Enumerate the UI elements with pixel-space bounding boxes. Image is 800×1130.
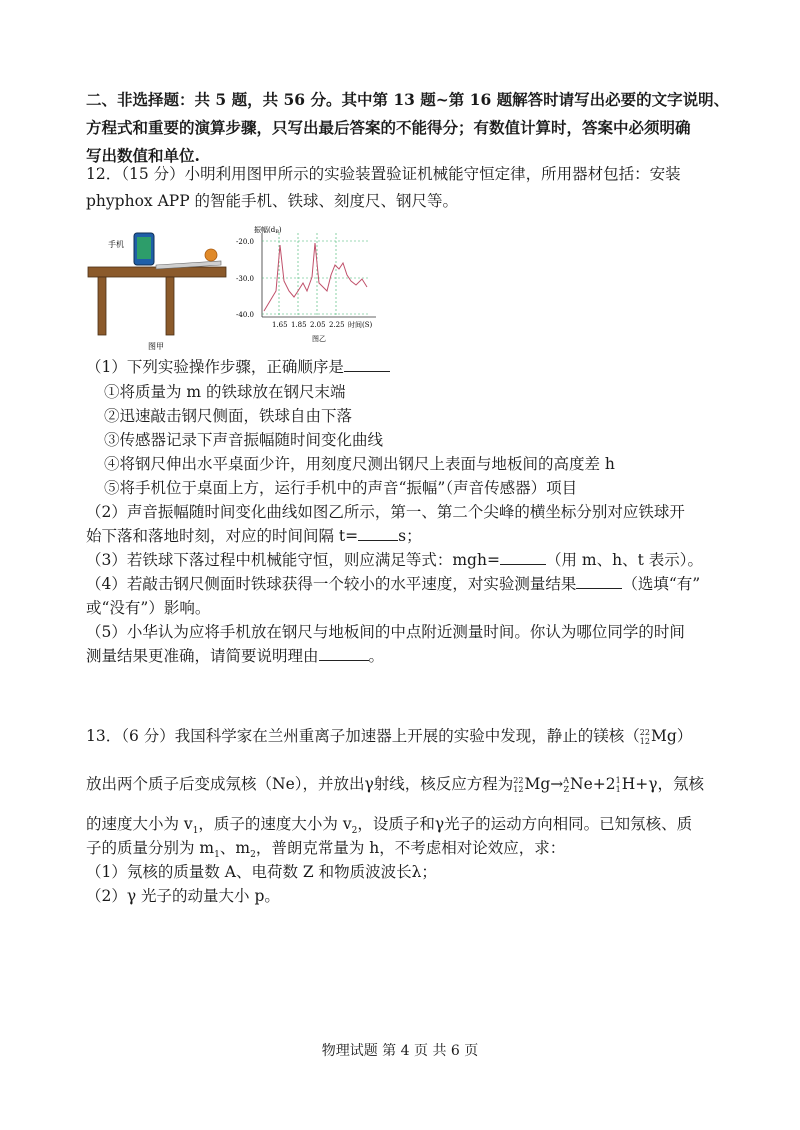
phone-label: 手机 <box>108 240 124 249</box>
x-tick-1: 1.65 <box>272 321 288 329</box>
q12-step-5: ⑤将手机位于桌面上方，运行手机中的声音“振幅”（声音传感器）项目 <box>104 479 578 497</box>
x-tick-3: 2.05 <box>310 321 326 329</box>
q12-part1 <box>86 357 390 377</box>
q12-part4-line2: 或“没有”）影响。 <box>86 599 211 617</box>
v1-subscript: 1 <box>192 826 199 837</box>
eq-ne-bottom: Z <box>563 785 570 794</box>
eq-h-numbers <box>616 776 621 794</box>
q12-part2-text-a: 始下落和落地时刻，对应的时间间隔 t= <box>86 527 359 545</box>
q13-sub2: （2）γ 光子的动量大小 p。 <box>86 887 280 905</box>
q13-line3-text-b: ，质子的速度大小为 v <box>198 815 352 833</box>
q12-part2-text-b: s； <box>398 527 422 545</box>
q12-part5-line2: 测量结果更准确，请简要说明理由 。 <box>86 647 385 665</box>
eq-mg-top: 22 <box>513 776 524 785</box>
q12-figures <box>86 225 406 355</box>
q12-part2-line1: （2）声音振幅随时间变化曲线如图乙所示，第一、第二个尖峰的横坐标分别对应铁球开 <box>86 503 685 521</box>
eq-ne-numbers <box>563 776 569 794</box>
figure-a-caption: 图甲 <box>148 342 164 351</box>
mg-nuclide-numbers <box>640 728 650 746</box>
eq-mg: Mg <box>524 775 551 793</box>
q13-line2 <box>86 774 704 794</box>
q12-part4-text-b: （选填“有” <box>622 575 701 593</box>
table-leg-right <box>166 277 174 335</box>
q12-step-4: ④将钢尺伸出水平桌面少许，用刻度尺测出钢尺上表面与地板间的高度差 h <box>104 455 615 473</box>
q12-part2-line2 <box>86 526 422 546</box>
q13-line3-text-a: 的速度大小为 v <box>86 815 193 833</box>
y-tick-2: -30.0 <box>236 275 254 283</box>
v2-subscript: 2 <box>351 826 358 837</box>
q13-line2-text-b: ，氖核 <box>657 775 705 793</box>
q12-step-1: ①将质量为 m 的铁球放在钢尺末端 <box>104 383 346 401</box>
answer-blank-1 <box>344 357 390 372</box>
q12-figure-svg <box>86 225 406 355</box>
q13-sub1: （1）氖核的质量数 A、电荷数 Z 和物质波波长λ； <box>86 863 437 881</box>
section-heading-line-2: 方程式和重要的演算步骤，只写出最后答案的不能得分；有数值计算时，答案中必须明确 <box>86 118 691 137</box>
section-heading-line-1: 二、非选择题：共 5 题，共 56 分。其中第 13 题~第 16 题解答时请写出必要的文字说明、 <box>86 90 730 109</box>
table-leg-left <box>98 277 106 335</box>
eq-h-bottom: 1 <box>615 785 621 794</box>
answer-blank-3 <box>500 550 546 565</box>
q12-part5-text: 测量结果更准确，请简要说明理由 <box>86 647 319 665</box>
q13-line4-text-c: ，普朗克常量为 h，不考虑相对论效应，求： <box>255 839 566 857</box>
q13-line2-text-a: 放出两个质子后变成氖核（Ne），并放出γ射线，核反应方程为 <box>86 775 514 793</box>
eq-h: H+γ <box>621 775 658 793</box>
q12-step-3: ③传感器记录下声音振幅随时间变化曲线 <box>104 431 384 449</box>
mg-charge-number: 12 <box>639 737 650 746</box>
q12-intro-line-2: phyphox APP 的智能手机、铁球、刻度尺、钢尺等。 <box>86 192 459 210</box>
x-axis-label: 时间(S) <box>348 321 373 329</box>
q13-line3-text-c: ，设质子和γ光子的运动方向相同。已知氖核、质 <box>357 815 693 833</box>
q13-line4-text-a: 子的质量分别为 m <box>86 839 215 857</box>
x-tick-4: 2.25 <box>329 321 345 329</box>
y-axis-label: 振幅(dB) <box>254 226 282 235</box>
q12-part4-line1 <box>86 574 700 594</box>
eq-mg-bottom: 12 <box>513 785 524 794</box>
q12-step-2: ②迅速敲击钢尺侧面，铁球自由下落 <box>104 407 353 425</box>
q13-line4-text-b: 、m <box>219 839 251 857</box>
q12-part4-text-a: （4）若敲击钢尺侧面时铁球获得一个较小的水平速度，对实验测量结果 <box>86 575 577 593</box>
eq-ne-top: A <box>563 776 570 785</box>
mg-symbol: Mg <box>650 727 677 745</box>
figure-b <box>236 225 376 343</box>
m2-subscript: 2 <box>250 850 256 861</box>
x-tick-2: 1.85 <box>291 321 307 329</box>
q12-part3-text-b: （用 m、h、t 表示）。 <box>545 551 703 569</box>
m1-subscript: 1 <box>214 850 220 861</box>
iron-ball <box>205 249 217 261</box>
q12-part5-line1: （5）小华认为应将手机放在钢尺与地板间的中点附近测量时间。你认为哪位同学的时间 <box>86 623 685 641</box>
q12-part3-text-a: （3）若铁球下落过程中机械能守恒，则应满足等式：mgh= <box>86 551 500 569</box>
eq-h-top: 1 <box>615 776 621 785</box>
figure-b-caption: 图乙 <box>312 335 326 343</box>
q12-part1-text: （1）下列实验操作步骤，正确顺序是 <box>86 358 344 376</box>
answer-blank-5 <box>319 646 369 661</box>
q12-intro-line-1: 12．（15 分）小明利用图甲所示的实验装置验证机械能守恒定律，所用器材包括：安装 <box>86 165 681 183</box>
q13-line1-text-b: ） <box>676 727 693 745</box>
amplitude-curve <box>264 243 367 311</box>
phone-screen <box>137 237 151 259</box>
q12-part3 <box>86 550 703 570</box>
q13-line1-text-a: 13．（6 分）我国科学家在兰州重离子加速器上开展的实验中发现，静止的镁核（ <box>86 727 640 745</box>
section-heading-line-3: 写出数值和单位. <box>86 146 200 165</box>
page-footer: 物理试题 第 4 页 共 6 页 <box>321 1043 479 1059</box>
eq-ne: Ne+2 <box>570 775 616 793</box>
answer-blank-2 <box>358 526 398 541</box>
eq-mg-numbers <box>513 776 523 794</box>
figure-a <box>88 233 226 351</box>
eq-arrow: → <box>550 775 564 793</box>
q13-line1 <box>86 726 692 746</box>
y-tick-3: -40.0 <box>236 311 254 319</box>
answer-blank-4 <box>576 574 622 589</box>
mg-mass-number: 22 <box>639 728 650 737</box>
y-tick-1: -20.0 <box>236 238 254 246</box>
